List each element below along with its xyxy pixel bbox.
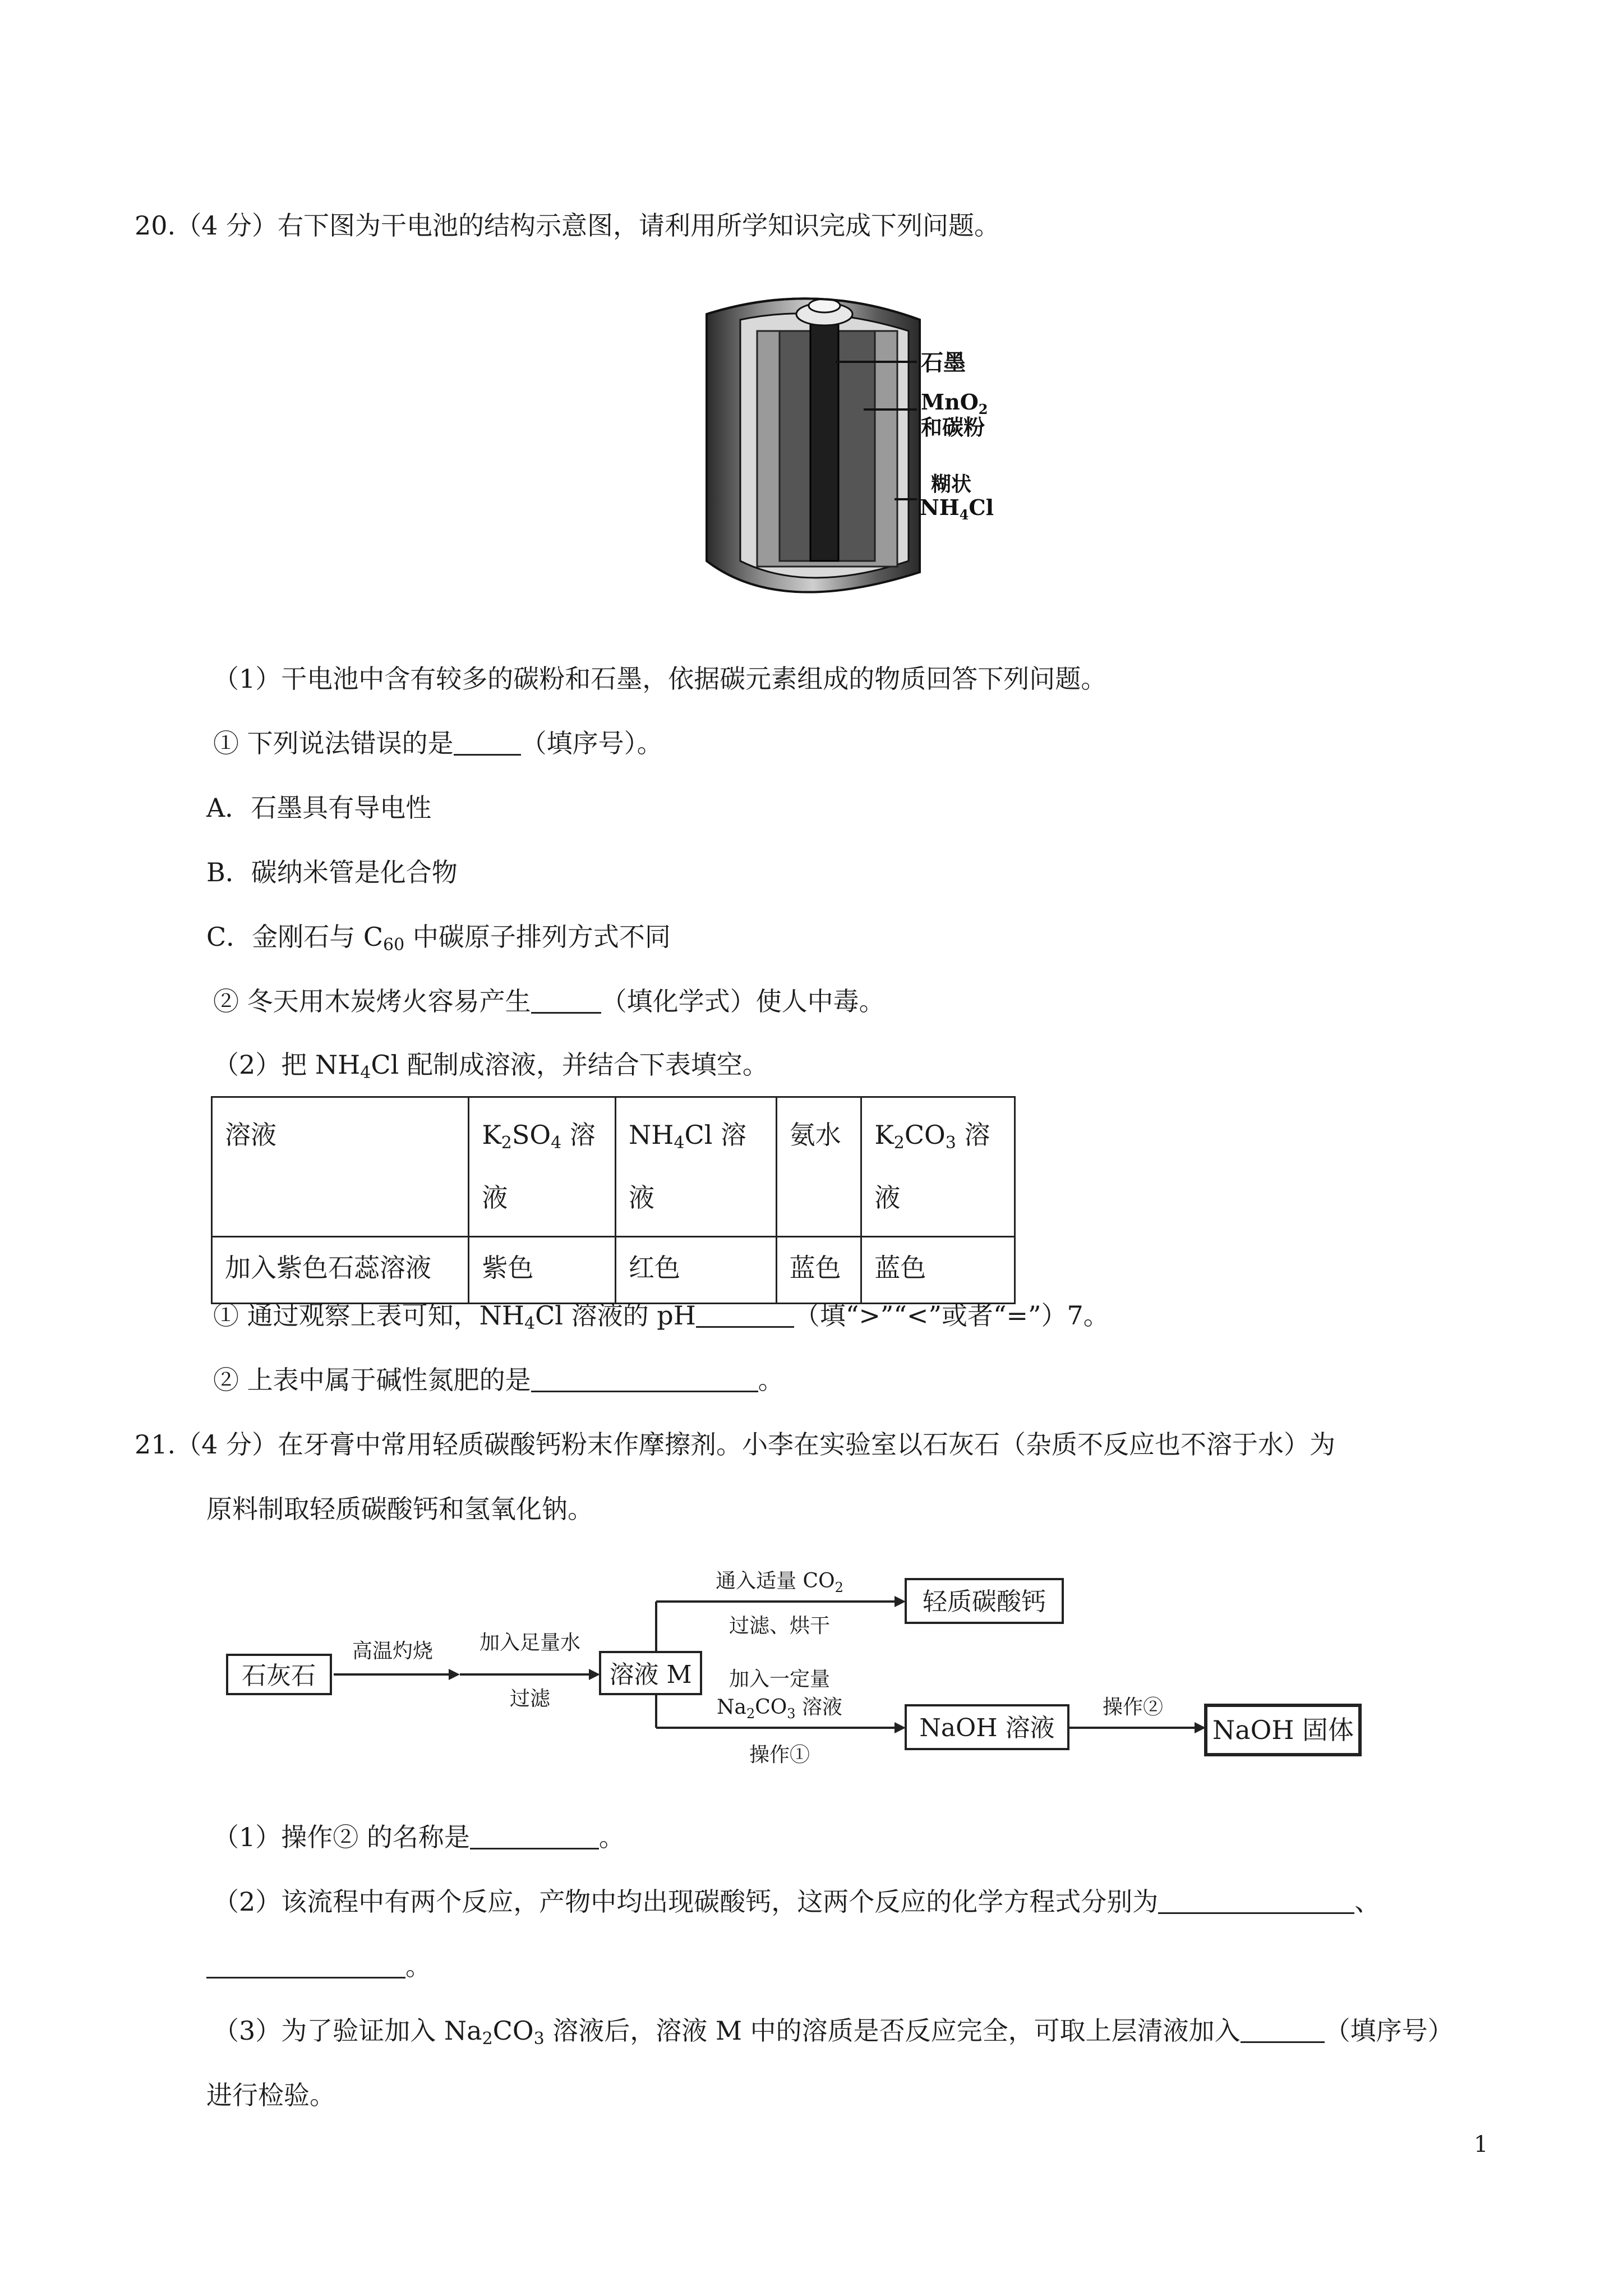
label-mno2: MnO$_2$ [921,389,988,417]
label-graphite: 石墨 [921,349,966,376]
q21-number: 21. [135,1429,176,1460]
table-header-k2so4: $K_2SO_4$ 溶 液 [469,1097,616,1237]
naoh-solution-label: NaOH 溶液 [919,1714,1055,1742]
q20-part1-q2: ② 冬天用木炭烤火容易产生 （填化学式）使人中毒。 [213,986,885,1016]
table-cell: 蓝色 [776,1237,861,1304]
table-header-nh4cl: $NH_4Cl$ 溶 液 [616,1097,777,1237]
answer-blank[interactable] [531,1366,758,1392]
table-row [212,1237,1015,1304]
table-cell: 加入紫色石蕊溶液 [212,1237,469,1304]
q21-sub2-cont: 。 [206,1949,431,1983]
naoh-solid-label: NaOH 固体 [1212,1715,1354,1745]
table-header-ammonia: 氨水 [776,1097,861,1237]
q20-stem: （4 分）右下图为干电池的结构示意图，请利用所学知识完成下列问题。 [176,210,1000,241]
litmus-table [211,1096,1016,1304]
limestone-label: 石灰石 [242,1662,316,1690]
step-filter-dry: 过滤、烘干 [728,1614,831,1637]
light-caco3-label: 轻质碳酸钙 [923,1588,1046,1616]
option-c: C．金刚石与 $C_{60}$ 中碳原子排列方式不同 [206,922,671,955]
option-b: B．碳纳米管是化合物 [206,857,458,887]
table-cell: 紫色 [469,1237,616,1304]
q21-sub1: （1）操作② 的名称是 。 [213,1822,625,1852]
table-header-k2co3: $K_2CO_3$ 溶 液 [861,1097,1015,1237]
q21-stem: （4 分）在牙膏中常用轻质碳酸钙粉末作摩擦剂。小李在实验室以石灰石（杂质不反应也不溶于水）为 [176,1429,1336,1460]
answer-blank[interactable] [454,729,521,756]
page-number: 1 [1474,2132,1488,2157]
answer-blank[interactable] [206,1952,405,1978]
q21-stem-line [135,1428,1335,1461]
table-cell: 红色 [616,1237,777,1304]
answer-blank[interactable] [1241,2017,1325,2043]
q21-sub3-cont: 进行检验。 [206,2080,335,2110]
table-cell: 蓝色 [861,1237,1015,1304]
label-nh4cl: $NH_4Cl$ [920,495,994,523]
answer-blank[interactable] [531,987,601,1014]
q20-part1-q1: ① 下列说法错误的是 （填序号）。 [213,728,663,758]
step-na2co3-solution: $Na_2CO_3$ 溶液 [716,1696,843,1722]
step-calcine: 高温灼烧 [352,1640,434,1663]
step-filter: 过滤 [509,1687,551,1710]
q20-part2-q2: ② 上表中属于碱性氮肥的是 。 [213,1365,784,1395]
q21-stem-line-2: 原料制取轻质碳酸钙和氢氧化钠。 [206,1494,593,1524]
table-row [212,1097,1015,1237]
step-pass-co2: 通入适量 $CO_2$ [716,1570,843,1595]
table-header-solution: 溶液 [212,1097,469,1237]
answer-blank[interactable] [470,1823,599,1849]
answer-blank[interactable] [1158,1888,1354,1914]
label-paste: 糊状 [931,472,972,496]
label-carbon-powder: 和碳粉 [921,415,985,440]
q20-part1: （1）干电池中含有较多的碳粉和石墨，依据碳元素组成的物质回答下列问题。 [213,664,1107,694]
solution-m-label: 溶液 M [609,1660,692,1689]
battery-diagram [695,280,1009,623]
step-operation-1: 操作① [749,1743,810,1766]
q21-sub3: （3）为了验证加入 $Na_2CO_3$ 溶液后，溶液 M 中的溶质是否反应完全，可取上层清液加入 （填序号） [213,2016,1454,2049]
q20-stem-line [135,209,1000,242]
step-operation-2: 操作② [1102,1696,1164,1719]
step-add-water: 加入足量水 [479,1631,581,1654]
option-a: A．石墨具有导电性 [206,793,432,823]
step-add-amount: 加入一定量 [728,1668,831,1691]
q20-part2-q1: ① 通过观察上表可知，$NH_4Cl$ 溶液的 pH （填“>”“<”或者“=”）7。 [213,1300,1109,1333]
process-flow-diagram [224,1554,1380,1778]
q20-number: 20. [135,210,176,241]
q21-sub2: （2）该流程中有两个反应，产物中均出现碳酸钙，这两个反应的化学方程式分别为 、 [213,1887,1381,1917]
q20-part2: （2）把 $NH_4Cl$ 配制成溶液，并结合下表填空。 [213,1050,768,1083]
answer-blank[interactable] [696,1301,794,1328]
